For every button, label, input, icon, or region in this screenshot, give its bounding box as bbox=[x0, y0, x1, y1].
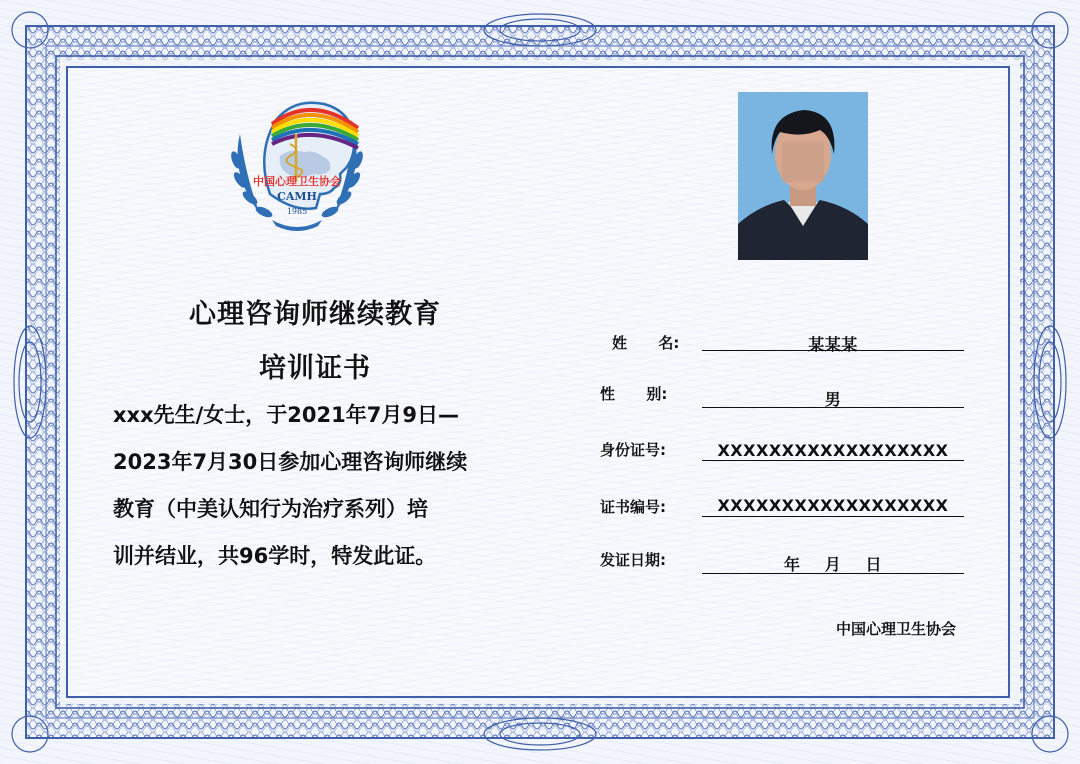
logo-abbr: CAMH bbox=[277, 190, 317, 203]
gender-label: 性 别: bbox=[600, 385, 668, 403]
certificate-title: 心理咨询师继续教育 bbox=[189, 299, 441, 330]
id-number-label: 身份证号: bbox=[600, 441, 666, 459]
id-number-underline bbox=[702, 460, 964, 461]
issue-date-underline bbox=[702, 573, 964, 574]
certificate-body bbox=[113, 392, 523, 580]
body-line: xxx先生/女士，于2021年7月9日— bbox=[113, 403, 459, 427]
cert-number-underline bbox=[702, 516, 964, 517]
issuer-name: 中国心理卫生协会 bbox=[836, 620, 957, 638]
gender-underline bbox=[702, 407, 964, 408]
body-line: 2023年7月30日参加心理咨询师继续 bbox=[113, 450, 468, 474]
issue-date-value: 年 月 日 bbox=[783, 555, 883, 574]
certificate-subtitle: 培训证书 bbox=[259, 353, 371, 384]
gender-value: 男 bbox=[824, 390, 842, 409]
id-photo bbox=[738, 92, 868, 260]
body-line: 教育（中美认知行为治疗系列）培 bbox=[113, 497, 428, 521]
issue-date-label: 发证日期: bbox=[600, 551, 666, 569]
cert-number-value: XXXXXXXXXXXXXXXXXX bbox=[717, 496, 949, 515]
name-label: 姓 名: bbox=[612, 334, 680, 352]
person-photo-icon bbox=[738, 92, 868, 260]
logo-year: 1985 bbox=[286, 207, 308, 216]
name-underline bbox=[702, 350, 964, 351]
camh-logo bbox=[222, 94, 372, 240]
id-number-value: XXXXXXXXXXXXXXXXXX bbox=[717, 441, 949, 460]
name-value: 某某某 bbox=[808, 335, 858, 354]
logo-org-text: 中国心理卫生协会 bbox=[253, 175, 341, 188]
cert-number-label: 证书编号: bbox=[600, 498, 666, 516]
body-line: 训并结业，共96学时，特发此证。 bbox=[113, 544, 437, 568]
